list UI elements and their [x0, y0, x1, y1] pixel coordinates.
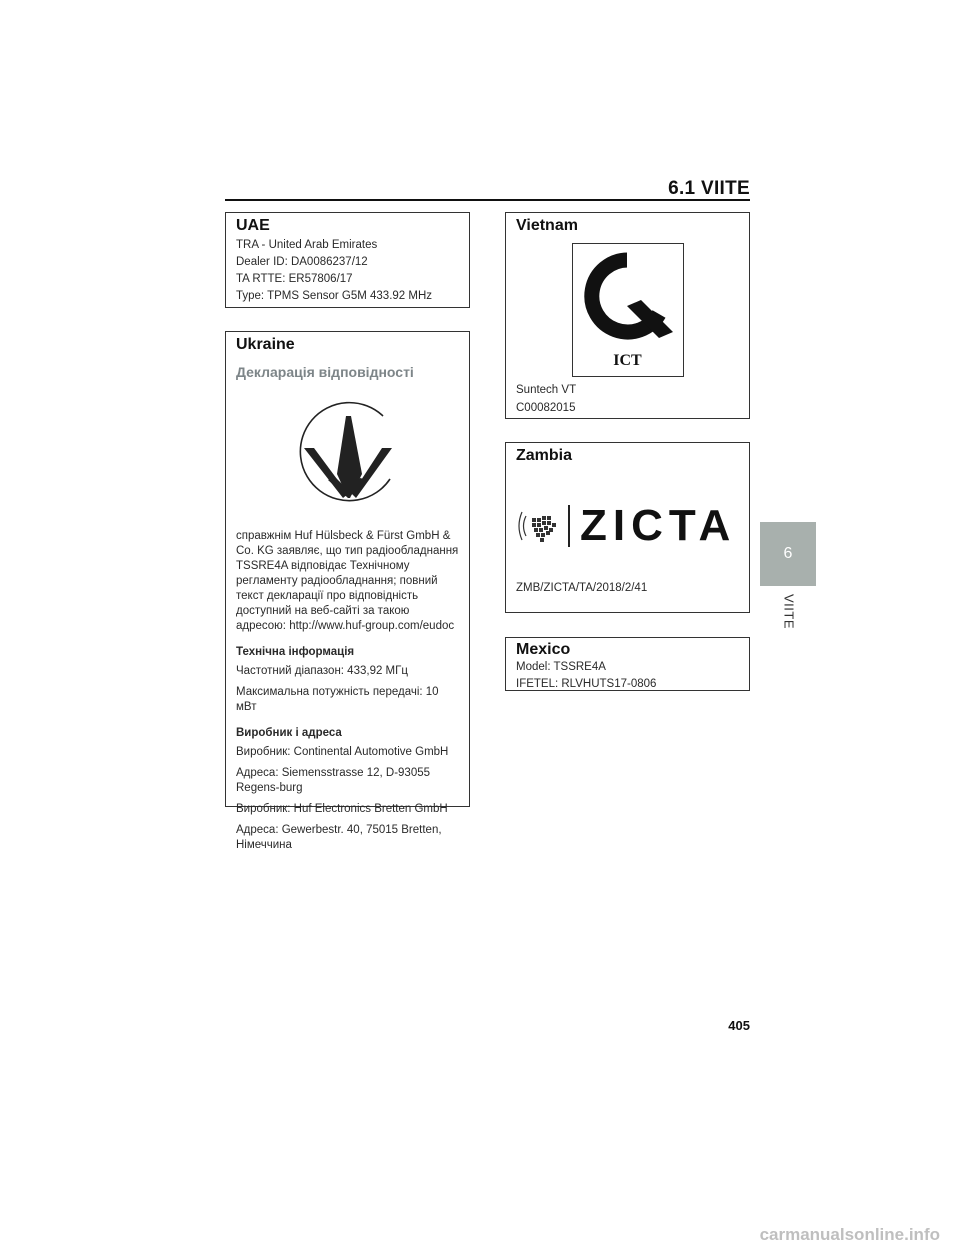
header-divider: [225, 199, 750, 201]
zambia-title: Zambia: [516, 447, 573, 464]
uae-line: Type: TPMS Sensor G5M 433.92 MHz: [236, 290, 433, 302]
vietnam-title: Vietnam: [516, 217, 578, 234]
uae-line: TA RTTE: ER57806/17: [236, 273, 353, 285]
vietnam-line: Suntech VT: [516, 384, 577, 396]
ukraine-manufacturer-line: Виробник: Huf Electronics Bretten GmbH: [236, 803, 448, 815]
ukraine-manufacturer-line: Адреса: Siemensstrasse 12, D-93055 Regens-burg: [236, 767, 431, 794]
ukraine-manufacturer-line: Виробник: Continental Automotive GmbH: [236, 746, 449, 758]
mexico-box: [505, 637, 750, 691]
ict-logo: [572, 243, 684, 377]
zambia-box: [505, 442, 750, 613]
uae-title: UAE: [236, 217, 270, 234]
ukraine-box: [225, 331, 470, 851]
ukraine-manufacturer-line: Адреса: Gewerbestr. 40, 75015 Bretten, Німеччина: [236, 824, 442, 851]
zambia-line: ZMB/ZICTA/TA/2018/2/41: [516, 582, 648, 594]
ukraine-declaration: справжнім Huf Hülsbeck & Fürst GmbH & Co. KG заявляє, що тип радіообладнання TSSRE4A відповідає Технічному регламенту радіообладнання; повний текст декларації про відповідність доступний на веб-сайті за такою адресою: http://www.huf-group.com/eudoc: [236, 530, 459, 632]
zicta-logo: [516, 481, 739, 571]
ict-logo-text: ICT: [613, 352, 642, 369]
ukraine-tech-title: Технічна інформація: [236, 646, 355, 658]
chapter-tab[interactable]: 6: [760, 522, 816, 586]
uae-box: [225, 212, 470, 308]
ukraine-tech-line: Частотний діапазон: 433,92 МГц: [236, 665, 408, 677]
page-number: 405: [728, 1018, 750, 1033]
mexico-title: Mexico: [516, 641, 571, 658]
chapter-label: VIITE: [781, 594, 797, 630]
zicta-emblem-icon: [516, 504, 562, 548]
zicta-logo-text: ZICTA: [580, 501, 737, 550]
ukraine-manufacturer-title: Виробник і адреса: [236, 727, 342, 739]
zicta-divider: [568, 505, 570, 547]
ukraine-conformity-icon: [288, 394, 408, 514]
ukraine-conformity-mark: [236, 394, 459, 519]
uae-line: TRA - United Arab Emirates: [236, 239, 378, 251]
vietnam-line: C00082015: [516, 402, 576, 414]
mexico-line: Model: TSSRE4A: [516, 661, 606, 673]
mexico-line: IFETEL: RLVHUTS17-0806: [516, 678, 657, 690]
vietnam-box: [505, 212, 750, 419]
ict-q-icon: [573, 250, 683, 350]
watermark: carmanualsonline.info: [759, 1225, 940, 1244]
ukraine-title: Ukraine: [236, 336, 295, 353]
section-title: 6.1 VIITE: [668, 178, 750, 199]
ukraine-tech-line: Максимальна потужність передачі: 10 мВт: [236, 686, 439, 713]
uae-line: Dealer ID: DA0086237/12: [236, 256, 368, 268]
ukraine-subtitle: Декларація відповідності: [236, 364, 414, 380]
